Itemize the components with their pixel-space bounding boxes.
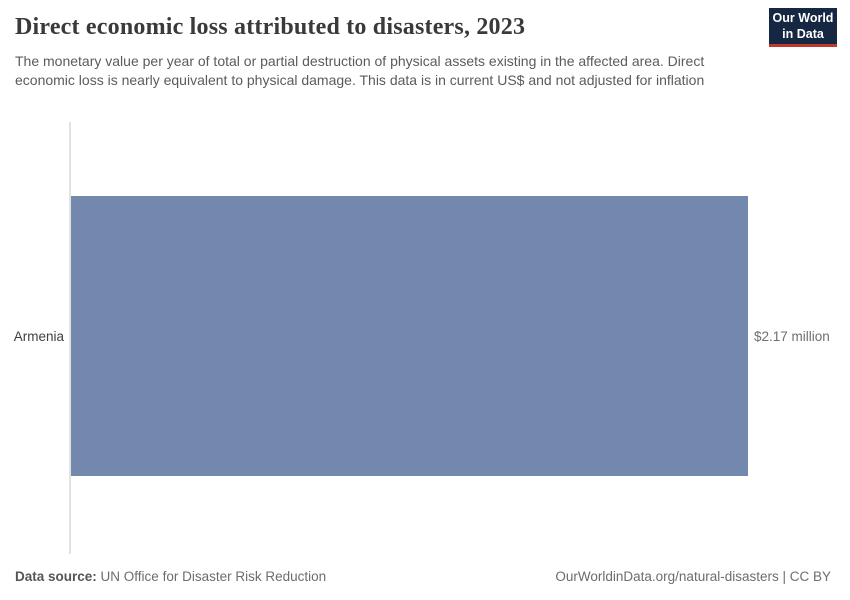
owid-logo[interactable] <box>769 8 837 47</box>
bar-armenia[interactable] <box>71 196 748 476</box>
data-source-value: UN Office for Disaster Risk Reduction <box>100 569 327 584</box>
credit-link[interactable]: OurWorldinData.org/natural-disasters | CC BY <box>555 569 831 584</box>
owid-logo-line1: Our World <box>772 11 834 25</box>
data-source-label: Data source: <box>15 569 97 584</box>
owid-logo-line2: in Data <box>782 26 824 41</box>
category-label-armenia: Armenia <box>13 329 64 344</box>
chart-subtitle: The monetary value per year of total or partial destruction of physical assets existing in the affected area. Direct economic loss is nearly equivalent to physical damage. This data is in current US$ and not adjusted for inflation <box>15 53 705 88</box>
plot-area <box>71 196 748 476</box>
chart-title: Direct economic loss attributed to disasters, 2023 <box>15 14 526 40</box>
bar-value-label: $2.17 million <box>754 329 830 344</box>
data-source-note <box>15 569 326 584</box>
